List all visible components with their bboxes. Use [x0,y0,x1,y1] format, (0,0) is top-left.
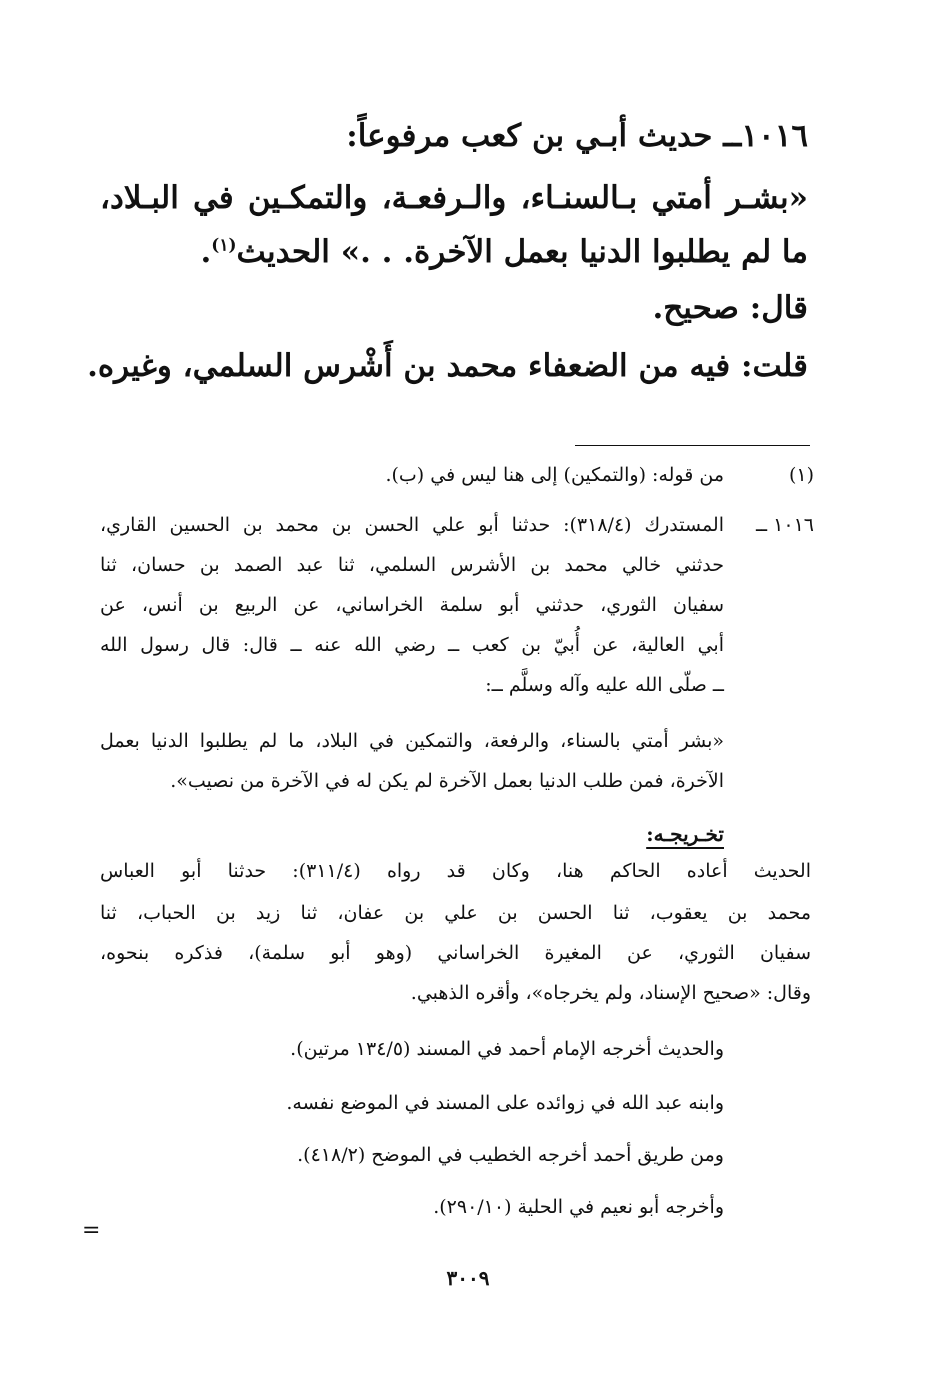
hadith-heading-text: ــ حديث أبـي بن كعب مرفوعاً: [346,118,742,154]
hadith-quote-line-1: «بشـر أمتي بـالسنـاء، والـرفعـة، والتمكـين في البـلاد، [100,180,808,216]
takhrij-line: سفيان الثوري، عن المغيرة الخراساني (وهو أبو سلمة)، فذكره بنحوه، [100,942,811,964]
mustadrak-quote-line: «بشر أمتي بالسناء، والرفعة، والتمكين في البلاد، ما لم يطلبوا الدنيا بعمل [100,730,724,752]
takhrij-paragraph: وابنه عبد الله في زوائده على المسند في الموضع نفسه. [286,1092,724,1114]
takhrij-paragraph: ومن طريق أحمد أخرجه الخطيب في الموضح (٤١٨/٢). [297,1144,724,1166]
mustadrak-line: ــ صلّى الله عليه وآله وسلَّم ــ: [485,674,724,696]
takhrij-heading: تخـريجـه: [646,822,724,846]
page-number: ٣٠٠٩ [446,1266,490,1290]
takhrij-line: الحديث أعاده الحاكم هنا، وكان قد رواه (٣١١/٤): حدثنا أبو العباس [100,860,812,882]
takhrij-line: وقال: «صحيح الإسناد، ولم يخرجاه»، وأقره الذهبي. [410,982,811,1004]
hadith-quote-line-2-end: . [200,234,212,270]
hadith-heading [100,118,808,154]
hadith-quote-line-2 [100,234,808,270]
mustadrak-line: المستدرك (٣١٨/٤): حدثنا أبو علي الحسن بن محمد بن الحسين القاري، [100,514,724,536]
takhrij-paragraph: وأخرجه أبو نعيم في الحلية (٢٩٠/١٠). [433,1196,724,1218]
qala-line: قال: صحيح. [652,290,808,326]
mustadrak-quote-line: الآخرة، فمن طلب الدنيا بعمل الآخرة لم يكن له في الآخرة من نصيب». [170,770,724,792]
hadith-number: ١٠١٦ [741,118,808,154]
takhrij-paragraph: والحديث أخرجه الإمام أحمد في المسند (١٣٤/٥ مرتين). [290,1038,724,1060]
takhrij-line: محمد بن يعقوب، ثنا الحسن بن علي بن عفان، ثنا زيد بن الحباب، ثنا [100,902,811,924]
footnote-separator [575,445,810,446]
footnote-marker: (١) [788,464,814,486]
hadith-quote-line-2-text: ما لم يطلبوا الدنيا بعمل الآخرة. . .» الحديث [236,234,808,270]
continuation-mark: = [82,1218,101,1243]
footnote-reference: (١) [211,235,237,256]
mustadrak-line: حدثني خالي محمد بن الأشرس السلمي، ثنا عبد الصمد بن حسان، ثنا [100,554,724,576]
qultu-line: قلت: فيه من الضعفاء محمد بن أَشْرس السلمي، وغيره. [87,348,808,384]
footnote-text: من قوله: (والتمكين) إلى هنا ليس في (ب). [385,464,724,486]
mustadrak-number: ١٠١٦ ــ [755,514,814,536]
mustadrak-line: سفيان الثوري، حدثني أبو سلمة الخراساني، عن الربيع بن أنس، عن [100,594,724,616]
mustadrak-line: أبي العالية، عن أُبيّ بن كعب ــ رضي الله عنه ــ قال: قال رسول الله [100,634,724,656]
